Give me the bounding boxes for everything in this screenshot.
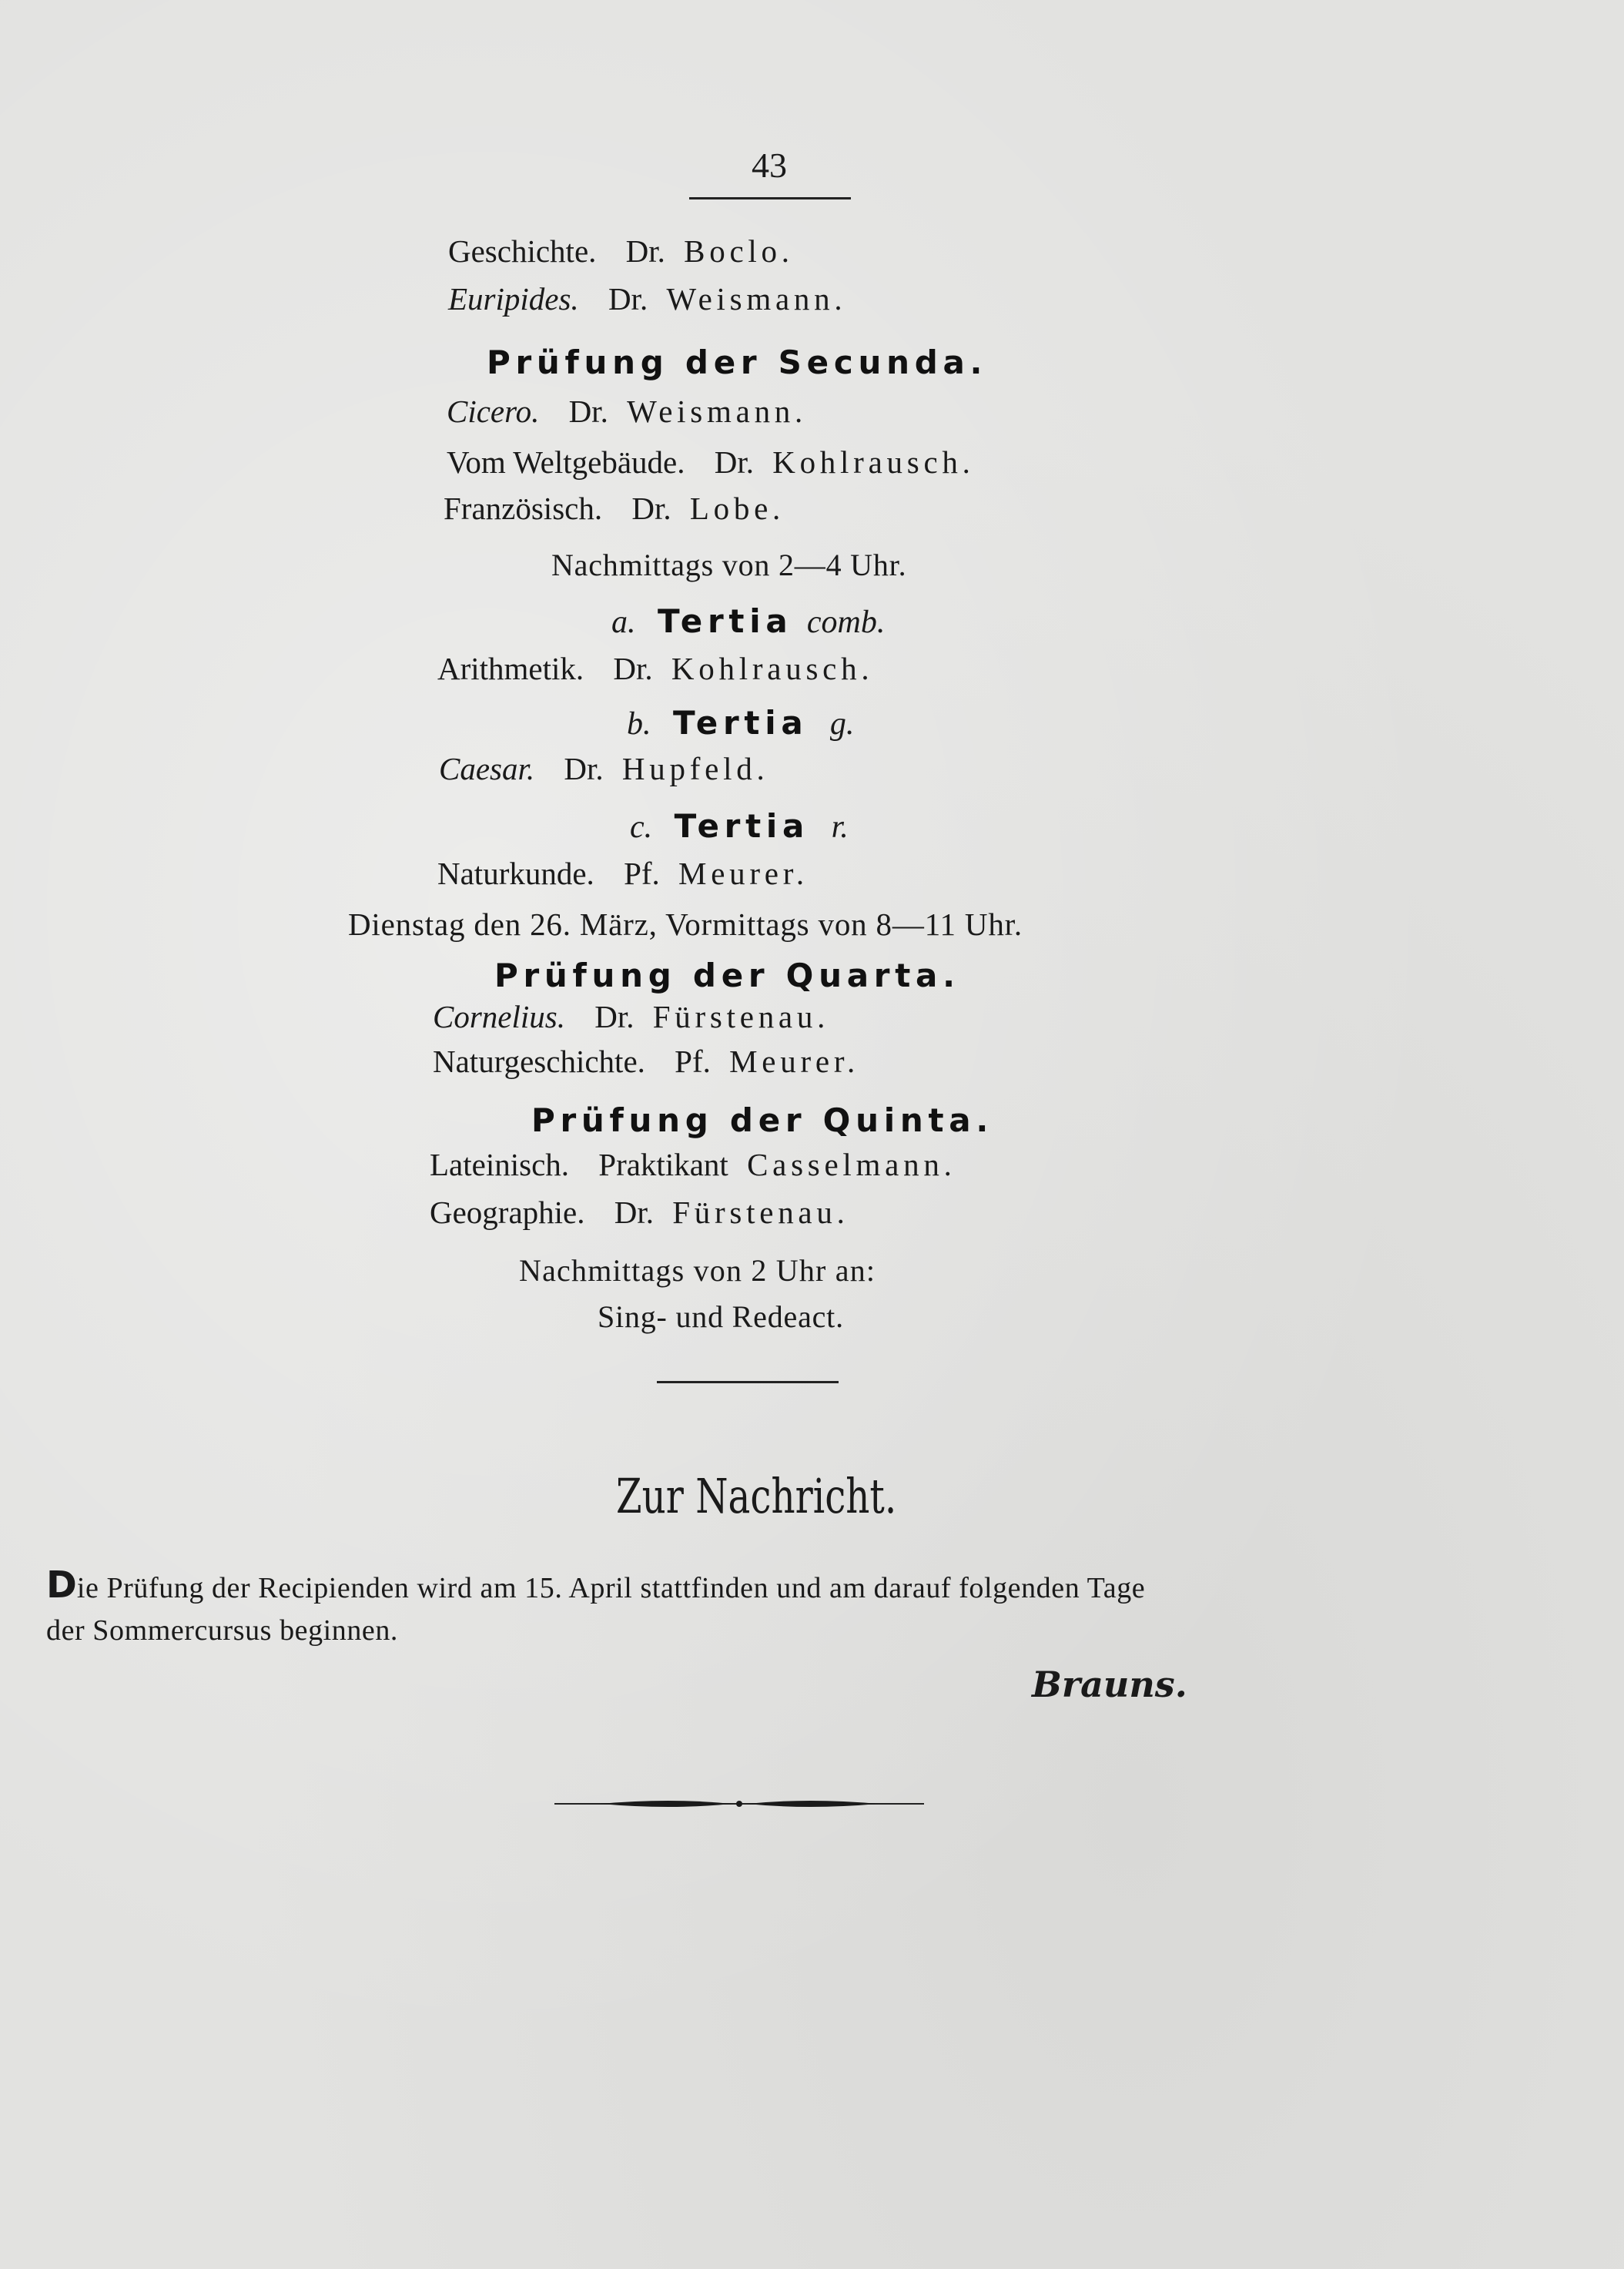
teacher-name: Lobe. [689, 491, 785, 526]
heading-suffix: g. [829, 706, 855, 742]
teacher-title: Pf. [624, 856, 660, 891]
notice-line-1 [46, 1563, 1146, 1607]
subject: Naturkunde. [437, 856, 594, 891]
teacher-title: Dr. [568, 394, 608, 429]
teacher-title: Dr. [614, 1195, 654, 1230]
teacher-title: Pf. [675, 1044, 711, 1079]
subject: Caesar. [439, 751, 535, 786]
heading-suffix: r. [831, 809, 849, 845]
heading-name: Tertia [673, 704, 809, 742]
notice-title: Zur Nachricht. [616, 1468, 897, 1524]
subject: Euripides. [448, 281, 579, 317]
heading-name: Tertia [658, 602, 793, 640]
teacher-title: Dr. [613, 651, 653, 686]
schedule-line-naturgeschichte [433, 1046, 859, 1078]
subject: Cornelius. [433, 999, 565, 1034]
heading-prefix: c. [630, 809, 653, 845]
section-heading-secunda: Prüfung der Secunda. [487, 344, 988, 381]
time-tuesday: Dienstag den 26. März, Vormittags von 8—11 Uhr. [348, 907, 1023, 942]
drop-cap: D [46, 1563, 77, 1607]
teacher-title: Dr. [608, 281, 648, 317]
section-heading-quinta: Prüfung der Quinta. [531, 1101, 993, 1139]
schedule-line-euripides [448, 283, 846, 315]
teacher-name: Kohlrausch. [772, 444, 975, 480]
schedule-line-arithmetik [437, 653, 873, 685]
subject: Cicero. [447, 394, 540, 429]
section-divider [657, 1381, 839, 1383]
section-heading-tertia-c [630, 807, 849, 845]
teacher-title: Dr. [564, 751, 604, 786]
schedule-line-cicero [447, 396, 807, 427]
teacher-name: Kohlrausch. [671, 651, 874, 686]
heading-prefix: b. [627, 706, 651, 742]
schedule-line-caesar [439, 753, 768, 785]
time-afternoon: Nachmittags von 2—4 Uhr. [551, 548, 907, 582]
teacher-title: Dr. [625, 233, 665, 269]
subject: Französisch. [444, 491, 603, 526]
heading-suffix: comb. [806, 605, 886, 640]
schedule-line-lateinisch [430, 1149, 956, 1181]
teacher-title: Dr. [631, 491, 671, 526]
schedule-line-cornelius [433, 1001, 829, 1033]
schedule-line-naturkunde [437, 858, 809, 890]
teacher-name: Weismann. [666, 281, 847, 317]
notice-text-line-2: der Sommercursus beginnen. [46, 1614, 398, 1647]
teacher-title: Dr. [714, 444, 754, 480]
subject: Vom Weltgebäude. [447, 444, 685, 480]
heading-prefix: a. [611, 605, 636, 640]
page-number: 43 [752, 146, 787, 185]
subject: Geographie. [430, 1195, 585, 1230]
teacher-name: Fürstenau. [652, 999, 830, 1034]
event-sing-redeact: Sing- und Redeact. [598, 1299, 844, 1334]
section-heading-tertia-b [627, 704, 855, 742]
schedule-line-weltgebaeude [447, 444, 975, 480]
page-number-rule [689, 197, 851, 199]
subject: Geschichte. [448, 233, 597, 269]
subject: Naturgeschichte. [433, 1044, 645, 1079]
section-heading-quarta: Prüfung der Quarta. [494, 957, 960, 994]
schedule-line-geographie [430, 1197, 849, 1228]
heading-name: Tertia [674, 807, 810, 845]
subject: Arithmetik. [437, 651, 584, 686]
teacher-name: Meurer. [678, 856, 809, 891]
teacher-title: Dr. [594, 999, 635, 1034]
teacher-name: Weismann. [627, 394, 808, 429]
notice-line-2 [46, 1616, 398, 1645]
signature: Brauns. [1032, 1664, 1187, 1705]
teacher-name: Casselmann. [747, 1147, 956, 1182]
teacher-title: Praktikant [598, 1147, 728, 1182]
notice-text-line-1: ie Prüfung der Recipienden wird am 15. April stattfinden und am darauf folgenden Tage [76, 1572, 1146, 1604]
teacher-name: Hupfeld. [621, 751, 769, 786]
schedule-line-geschichte [448, 233, 794, 269]
section-heading-tertia-a [611, 602, 886, 640]
time-afternoon-from: Nachmittags von 2 Uhr an: [519, 1253, 876, 1288]
schedule-line-franzoesisch [444, 493, 785, 525]
teacher-name: Fürstenau. [672, 1195, 849, 1230]
ornamental-rule [554, 1796, 924, 1812]
subject: Lateinisch. [430, 1147, 570, 1182]
teacher-name: Meurer. [729, 1044, 859, 1079]
teacher-name: Boclo. [684, 233, 794, 269]
